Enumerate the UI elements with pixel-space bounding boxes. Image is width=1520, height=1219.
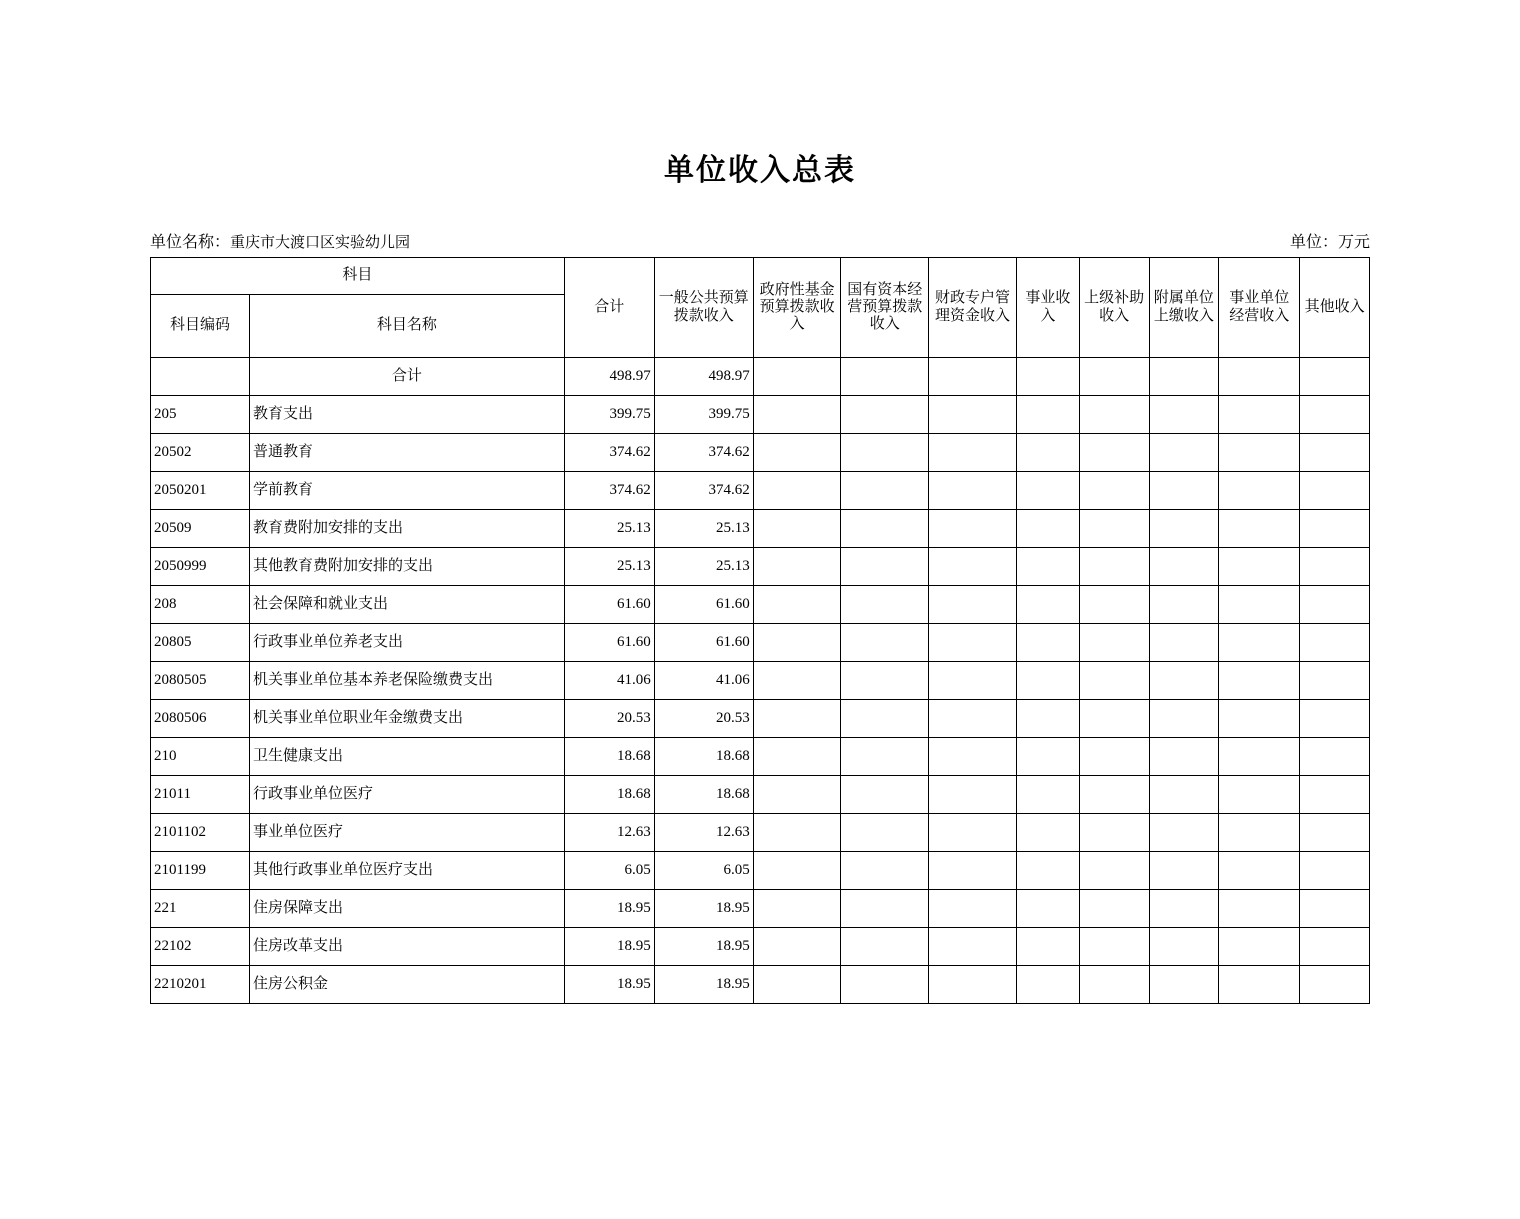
cell-state-capital-budget	[841, 776, 929, 814]
table-row	[151, 928, 1370, 966]
header-general-public-budget: 一般公共预算拨款收入	[654, 258, 753, 358]
cell-business-operating	[1219, 776, 1300, 814]
document-meta	[150, 229, 1370, 251]
cell-other-income	[1300, 776, 1370, 814]
cell-business-income	[1016, 814, 1079, 852]
cell-subject-name: 学前教育	[249, 472, 564, 510]
cell-total: 61.60	[564, 586, 654, 624]
cell-general-public-budget: 18.95	[654, 928, 753, 966]
cell-state-capital-budget	[841, 586, 929, 624]
header-business-operating: 事业单位经营收入	[1219, 258, 1300, 358]
cell-general-public-budget: 61.60	[654, 624, 753, 662]
cell-affiliated-remittance	[1149, 662, 1219, 700]
document-page	[0, 145, 1520, 1219]
cell-gov-fund-budget	[753, 738, 841, 776]
table-row	[151, 396, 1370, 434]
cell-affiliated-remittance	[1149, 396, 1219, 434]
cell-superior-subsidy	[1079, 586, 1149, 624]
cell-other-income	[1300, 434, 1370, 472]
cell-state-capital-budget	[841, 472, 929, 510]
table-row	[151, 852, 1370, 890]
cell-business-operating	[1219, 396, 1300, 434]
cell-gov-fund-budget	[753, 434, 841, 472]
cell-superior-subsidy	[1079, 624, 1149, 662]
cell-other-income	[1300, 852, 1370, 890]
header-state-capital-budget: 国有资本经营预算拨款收入	[841, 258, 929, 358]
cell-total: 18.68	[564, 738, 654, 776]
cell-total: 6.05	[564, 852, 654, 890]
cell-fiscal-special-account	[929, 928, 1017, 966]
cell-subject-code: 2080506	[151, 700, 250, 738]
cell-gov-fund-budget	[753, 396, 841, 434]
header-total: 合计	[564, 258, 654, 358]
cell-superior-subsidy	[1079, 814, 1149, 852]
cell-state-capital-budget	[841, 662, 929, 700]
cell-superior-subsidy	[1079, 510, 1149, 548]
cell-fiscal-special-account	[929, 358, 1017, 396]
cell-total: 18.95	[564, 890, 654, 928]
cell-subject-code: 22102	[151, 928, 250, 966]
cell-subject-code: 2101199	[151, 852, 250, 890]
cell-business-income	[1016, 472, 1079, 510]
table-row	[151, 890, 1370, 928]
cell-fiscal-special-account	[929, 814, 1017, 852]
cell-general-public-budget: 399.75	[654, 396, 753, 434]
cell-affiliated-remittance	[1149, 358, 1219, 396]
table-row	[151, 358, 1370, 396]
cell-business-operating	[1219, 434, 1300, 472]
cell-gov-fund-budget	[753, 586, 841, 624]
cell-subject-name: 行政事业单位医疗	[249, 776, 564, 814]
cell-state-capital-budget	[841, 358, 929, 396]
table-row	[151, 510, 1370, 548]
header-gov-fund-budget: 政府性基金预算拨款收入	[753, 258, 841, 358]
cell-state-capital-budget	[841, 510, 929, 548]
cell-business-income	[1016, 358, 1079, 396]
cell-other-income	[1300, 548, 1370, 586]
cell-subject-name: 机关事业单位职业年金缴费支出	[249, 700, 564, 738]
table-row	[151, 434, 1370, 472]
unit-name-value: 重庆市大渡口区实验幼儿园	[230, 235, 411, 251]
cell-state-capital-budget	[841, 624, 929, 662]
cell-other-income	[1300, 966, 1370, 1004]
table-row	[151, 624, 1370, 662]
cell-gov-fund-budget	[753, 548, 841, 586]
cell-gov-fund-budget	[753, 624, 841, 662]
cell-business-income	[1016, 548, 1079, 586]
cell-superior-subsidy	[1079, 852, 1149, 890]
cell-state-capital-budget	[841, 890, 929, 928]
cell-affiliated-remittance	[1149, 814, 1219, 852]
cell-superior-subsidy	[1079, 738, 1149, 776]
cell-total: 25.13	[564, 510, 654, 548]
cell-subject-name: 卫生健康支出	[249, 738, 564, 776]
cell-subject-name: 普通教育	[249, 434, 564, 472]
table-row	[151, 776, 1370, 814]
cell-superior-subsidy	[1079, 966, 1149, 1004]
cell-general-public-budget: 498.97	[654, 358, 753, 396]
cell-general-public-budget: 18.68	[654, 776, 753, 814]
cell-total: 25.13	[564, 548, 654, 586]
cell-fiscal-special-account	[929, 738, 1017, 776]
cell-other-income	[1300, 586, 1370, 624]
cell-subject-name: 其他行政事业单位医疗支出	[249, 852, 564, 890]
cell-affiliated-remittance	[1149, 624, 1219, 662]
cell-affiliated-remittance	[1149, 586, 1219, 624]
cell-total: 12.63	[564, 814, 654, 852]
cell-subject-name: 合计	[249, 358, 564, 396]
cell-affiliated-remittance	[1149, 890, 1219, 928]
cell-business-operating	[1219, 548, 1300, 586]
cell-other-income	[1300, 814, 1370, 852]
cell-fiscal-special-account	[929, 852, 1017, 890]
cell-business-operating	[1219, 966, 1300, 1004]
cell-superior-subsidy	[1079, 700, 1149, 738]
cell-total: 399.75	[564, 396, 654, 434]
cell-subject-code: 2050201	[151, 472, 250, 510]
cell-subject-code: 221	[151, 890, 250, 928]
cell-superior-subsidy	[1079, 358, 1149, 396]
cell-fiscal-special-account	[929, 396, 1017, 434]
cell-business-operating	[1219, 586, 1300, 624]
cell-business-income	[1016, 852, 1079, 890]
amount-unit-label: 单位：万元	[1289, 234, 1370, 251]
cell-total: 41.06	[564, 662, 654, 700]
cell-business-income	[1016, 662, 1079, 700]
cell-other-income	[1300, 662, 1370, 700]
cell-business-income	[1016, 396, 1079, 434]
table-row	[151, 472, 1370, 510]
cell-subject-code: 205	[151, 396, 250, 434]
cell-subject-code: 20509	[151, 510, 250, 548]
cell-business-operating	[1219, 890, 1300, 928]
header-subject-code: 科目编码	[151, 295, 250, 358]
cell-gov-fund-budget	[753, 928, 841, 966]
cell-subject-name: 机关事业单位基本养老保险缴费支出	[249, 662, 564, 700]
table-body	[151, 358, 1370, 1004]
cell-state-capital-budget	[841, 928, 929, 966]
cell-subject-code: 21011	[151, 776, 250, 814]
cell-other-income	[1300, 928, 1370, 966]
cell-affiliated-remittance	[1149, 928, 1219, 966]
cell-other-income	[1300, 472, 1370, 510]
cell-total: 374.62	[564, 434, 654, 472]
cell-subject-code: 208	[151, 586, 250, 624]
cell-superior-subsidy	[1079, 890, 1149, 928]
cell-affiliated-remittance	[1149, 966, 1219, 1004]
cell-subject-name: 社会保障和就业支出	[249, 586, 564, 624]
cell-subject-name: 教育费附加安排的支出	[249, 510, 564, 548]
cell-superior-subsidy	[1079, 548, 1149, 586]
cell-subject-code: 20502	[151, 434, 250, 472]
cell-state-capital-budget	[841, 700, 929, 738]
cell-fiscal-special-account	[929, 890, 1017, 928]
cell-fiscal-special-account	[929, 624, 1017, 662]
cell-business-income	[1016, 738, 1079, 776]
cell-business-income	[1016, 890, 1079, 928]
cell-affiliated-remittance	[1149, 434, 1219, 472]
cell-affiliated-remittance	[1149, 852, 1219, 890]
table-row	[151, 700, 1370, 738]
header-superior-subsidy: 上级补助收入	[1079, 258, 1149, 358]
cell-affiliated-remittance	[1149, 700, 1219, 738]
cell-business-operating	[1219, 510, 1300, 548]
cell-fiscal-special-account	[929, 776, 1017, 814]
cell-state-capital-budget	[841, 814, 929, 852]
cell-fiscal-special-account	[929, 510, 1017, 548]
cell-subject-code: 2210201	[151, 966, 250, 1004]
cell-total: 498.97	[564, 358, 654, 396]
cell-subject-name: 行政事业单位养老支出	[249, 624, 564, 662]
cell-subject-code: 2101102	[151, 814, 250, 852]
cell-gov-fund-budget	[753, 662, 841, 700]
cell-subject-name: 住房改革支出	[249, 928, 564, 966]
cell-general-public-budget: 6.05	[654, 852, 753, 890]
cell-business-operating	[1219, 358, 1300, 396]
cell-other-income	[1300, 890, 1370, 928]
cell-total: 18.95	[564, 928, 654, 966]
cell-total: 374.62	[564, 472, 654, 510]
cell-superior-subsidy	[1079, 662, 1149, 700]
cell-subject-name: 其他教育费附加安排的支出	[249, 548, 564, 586]
cell-general-public-budget: 374.62	[654, 434, 753, 472]
cell-state-capital-budget	[841, 548, 929, 586]
cell-business-income	[1016, 966, 1079, 1004]
cell-general-public-budget: 18.68	[654, 738, 753, 776]
header-subject-name: 科目名称	[249, 295, 564, 358]
cell-gov-fund-budget	[753, 472, 841, 510]
cell-general-public-budget: 12.63	[654, 814, 753, 852]
cell-fiscal-special-account	[929, 548, 1017, 586]
table-row	[151, 586, 1370, 624]
cell-business-operating	[1219, 700, 1300, 738]
cell-general-public-budget: 18.95	[654, 966, 753, 1004]
cell-subject-code	[151, 358, 250, 396]
cell-affiliated-remittance	[1149, 738, 1219, 776]
cell-affiliated-remittance	[1149, 548, 1219, 586]
cell-business-operating	[1219, 852, 1300, 890]
cell-state-capital-budget	[841, 966, 929, 1004]
cell-subject-name: 住房公积金	[249, 966, 564, 1004]
table-row	[151, 814, 1370, 852]
header-business-income: 事业收入	[1016, 258, 1079, 358]
cell-other-income	[1300, 700, 1370, 738]
header-other-income: 其他收入	[1300, 258, 1370, 358]
cell-business-income	[1016, 586, 1079, 624]
cell-business-operating	[1219, 472, 1300, 510]
cell-superior-subsidy	[1079, 396, 1149, 434]
cell-other-income	[1300, 510, 1370, 548]
cell-subject-name: 事业单位医疗	[249, 814, 564, 852]
cell-business-income	[1016, 776, 1079, 814]
cell-general-public-budget: 374.62	[654, 472, 753, 510]
cell-fiscal-special-account	[929, 586, 1017, 624]
header-subject-group: 科目	[151, 258, 565, 295]
cell-other-income	[1300, 396, 1370, 434]
cell-business-operating	[1219, 738, 1300, 776]
cell-general-public-budget: 18.95	[654, 890, 753, 928]
cell-state-capital-budget	[841, 852, 929, 890]
cell-total: 20.53	[564, 700, 654, 738]
table-row	[151, 966, 1370, 1004]
cell-total: 61.60	[564, 624, 654, 662]
cell-subject-code: 2080505	[151, 662, 250, 700]
cell-subject-name: 住房保障支出	[249, 890, 564, 928]
page-title: 单位收入总表	[664, 153, 856, 188]
cell-business-income	[1016, 700, 1079, 738]
table-row	[151, 662, 1370, 700]
cell-general-public-budget: 20.53	[654, 700, 753, 738]
cell-business-operating	[1219, 662, 1300, 700]
cell-gov-fund-budget	[753, 776, 841, 814]
header-fiscal-special-account: 财政专户管理资金收入	[929, 258, 1017, 358]
cell-fiscal-special-account	[929, 472, 1017, 510]
cell-superior-subsidy	[1079, 472, 1149, 510]
cell-fiscal-special-account	[929, 662, 1017, 700]
cell-business-operating	[1219, 814, 1300, 852]
cell-state-capital-budget	[841, 396, 929, 434]
cell-general-public-budget: 25.13	[654, 510, 753, 548]
cell-affiliated-remittance	[1149, 472, 1219, 510]
cell-gov-fund-budget	[753, 358, 841, 396]
header-affiliated-remittance: 附属单位上缴收入	[1149, 258, 1219, 358]
cell-other-income	[1300, 358, 1370, 396]
cell-affiliated-remittance	[1149, 776, 1219, 814]
cell-business-income	[1016, 928, 1079, 966]
table-row	[151, 738, 1370, 776]
cell-business-income	[1016, 624, 1079, 662]
cell-total: 18.95	[564, 966, 654, 1004]
cell-state-capital-budget	[841, 434, 929, 472]
cell-subject-code: 210	[151, 738, 250, 776]
cell-total: 18.68	[564, 776, 654, 814]
cell-subject-name: 教育支出	[249, 396, 564, 434]
cell-general-public-budget: 41.06	[654, 662, 753, 700]
cell-gov-fund-budget	[753, 814, 841, 852]
cell-business-income	[1016, 434, 1079, 472]
cell-other-income	[1300, 738, 1370, 776]
cell-superior-subsidy	[1079, 928, 1149, 966]
cell-gov-fund-budget	[753, 852, 841, 890]
cell-gov-fund-budget	[753, 966, 841, 1004]
cell-superior-subsidy	[1079, 434, 1149, 472]
cell-superior-subsidy	[1079, 776, 1149, 814]
cell-subject-code: 20805	[151, 624, 250, 662]
cell-gov-fund-budget	[753, 890, 841, 928]
cell-gov-fund-budget	[753, 700, 841, 738]
cell-fiscal-special-account	[929, 966, 1017, 1004]
cell-affiliated-remittance	[1149, 510, 1219, 548]
cell-fiscal-special-account	[929, 434, 1017, 472]
cell-general-public-budget: 25.13	[654, 548, 753, 586]
table-row	[151, 548, 1370, 586]
cell-subject-code: 2050999	[151, 548, 250, 586]
unit-name-block	[150, 229, 410, 252]
cell-business-operating	[1219, 624, 1300, 662]
income-summary-table	[150, 257, 1370, 1004]
cell-general-public-budget: 61.60	[654, 586, 753, 624]
cell-fiscal-special-account	[929, 700, 1017, 738]
cell-business-operating	[1219, 928, 1300, 966]
cell-business-income	[1016, 510, 1079, 548]
cell-other-income	[1300, 624, 1370, 662]
unit-name-label: 单位名称：	[150, 234, 231, 251]
cell-state-capital-budget	[841, 738, 929, 776]
cell-gov-fund-budget	[753, 510, 841, 548]
